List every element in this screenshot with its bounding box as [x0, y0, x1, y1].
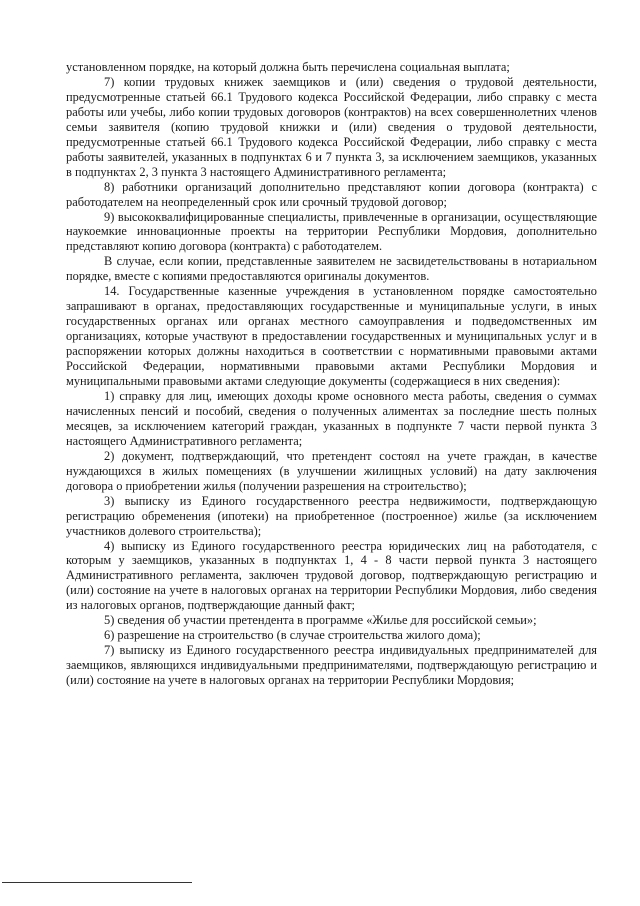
paragraph-continuation: установленном порядке, на который должна быть перечислена социальная выплата; — [66, 60, 510, 74]
paragraph-subitem-6-permit: 6) разрешение на строительство (в случае строительства жилого дома); — [104, 628, 481, 643]
paragraph-item-7-employment-records: 7) копии трудовых книжек заемщиков и (или) сведения о трудовой деятельности, предусмотренные статьей 66.1 Трудового кодекса Российской Федерации, либо справку с места работы или учебы, либо копии трудовых договоров (контрактов) на всех совершеннолетних членов семьи заявителя (копию трудовой книжки и (или) сведения о трудовой деятельности, предусмотренные статьей 66.1 Трудового кодекса Российской Федерации, либо справку с места работы заявителей, указанных в подпунктах 6 и 7 пункта 3, за исключением заемщиков, указанных в подпунктах 2, 3 пункта 3 настоящего Административного регламента; — [66, 74, 597, 179]
paragraph-section-14: 14. Государственные казенные учреждения в установленном порядке самостоятельно запрашивают в органах, предоставляющих государственные и муниципальные услуги, в иных государственных органах или органах местного самоуправления и подведомственных им организациях, которые участвуют в предоставлении государственных и муниципальных услуг и в распоряжении которых должны находиться в соответствии с нормативными правовыми актами Российской Федерации, нормативными правовыми актами Республики Мордовия и муниципальными правовыми актами следующие документы (содержащиеся в них сведения): — [66, 284, 597, 389]
footnote-separator — [2, 882, 192, 883]
paragraph-item-9-specialists: 9) высококвалифицированные специалисты, привлеченные в организации, осуществляющие наукоемкие инновационные проекты на территории Республики Мордовия, дополнительно представляют копию договора (контракта) с работодателем. — [66, 209, 597, 254]
paragraph-subitem-7-entrepreneurs: 7) выписку из Единого государственного реестра индивидуальных предпринимателей для заемщиков, являющихся индивидуальными предпринимателями, подтверждающую регистрацию и (или) состояние на учете в налоговых органах на территории Республики Мордовия; — [66, 643, 597, 688]
paragraph-notarization: В случае, если копии, представленные заявителем не засвидетельствованы в нотариальном порядке, вместе с копиями предоставляются оригиналы документов. — [66, 254, 597, 284]
paragraph-subitem-2-registry: 2) документ, подтверждающий, что претендент состоял на учете граждан, в качестве нуждающихся в жилых помещениях (в улучшении жилищных условий) на дату заключения договора о приобретении жилья (получении разрешения на строительство); — [66, 448, 597, 493]
paragraph-item-8-employee-contracts: 8) работники организаций дополнительно представляют копии договора (контракта) с работодателем на неопределенный срок или срочный трудовой договор; — [66, 179, 597, 209]
paragraph-subitem-1-income: 1) справку для лиц, имеющих доходы кроме основного места работы, сведения о суммах начисленных пенсий и пособий, сведения о полученных алиментах за последние шесть полных месяцев, за исключением категорий граждан, указанных в подпункте 7 части первой пункта 3 настоящего Административного регламента; — [66, 388, 597, 448]
paragraph-subitem-5-program: 5) сведения об участии претендента в программе «Жилье для российской семьи»; — [104, 613, 537, 628]
paragraph-subitem-4-legal-entities: 4) выписку из Единого государственного реестра юридических лиц на работодателя, с которым у заемщиков, указанных в подпунктах 1, 4 - 8 части первой пункта 3 настоящего Административного регламента, заключен трудовой договор, подтверждающую регистрацию и (или) состояние на учете в налоговых органах на территории Республики Мордовия, либо сведения из налоговых органов, подтверждающие данный факт; — [66, 538, 597, 613]
document-body — [66, 60, 597, 688]
paragraph-subitem-3-real-estate: 3) выписку из Единого государственного реестра недвижимости, подтверждающую регистрацию обременения (ипотеки) на приобретенное (построенное) жилье (за исключением участников долевого строительства); — [66, 493, 597, 538]
